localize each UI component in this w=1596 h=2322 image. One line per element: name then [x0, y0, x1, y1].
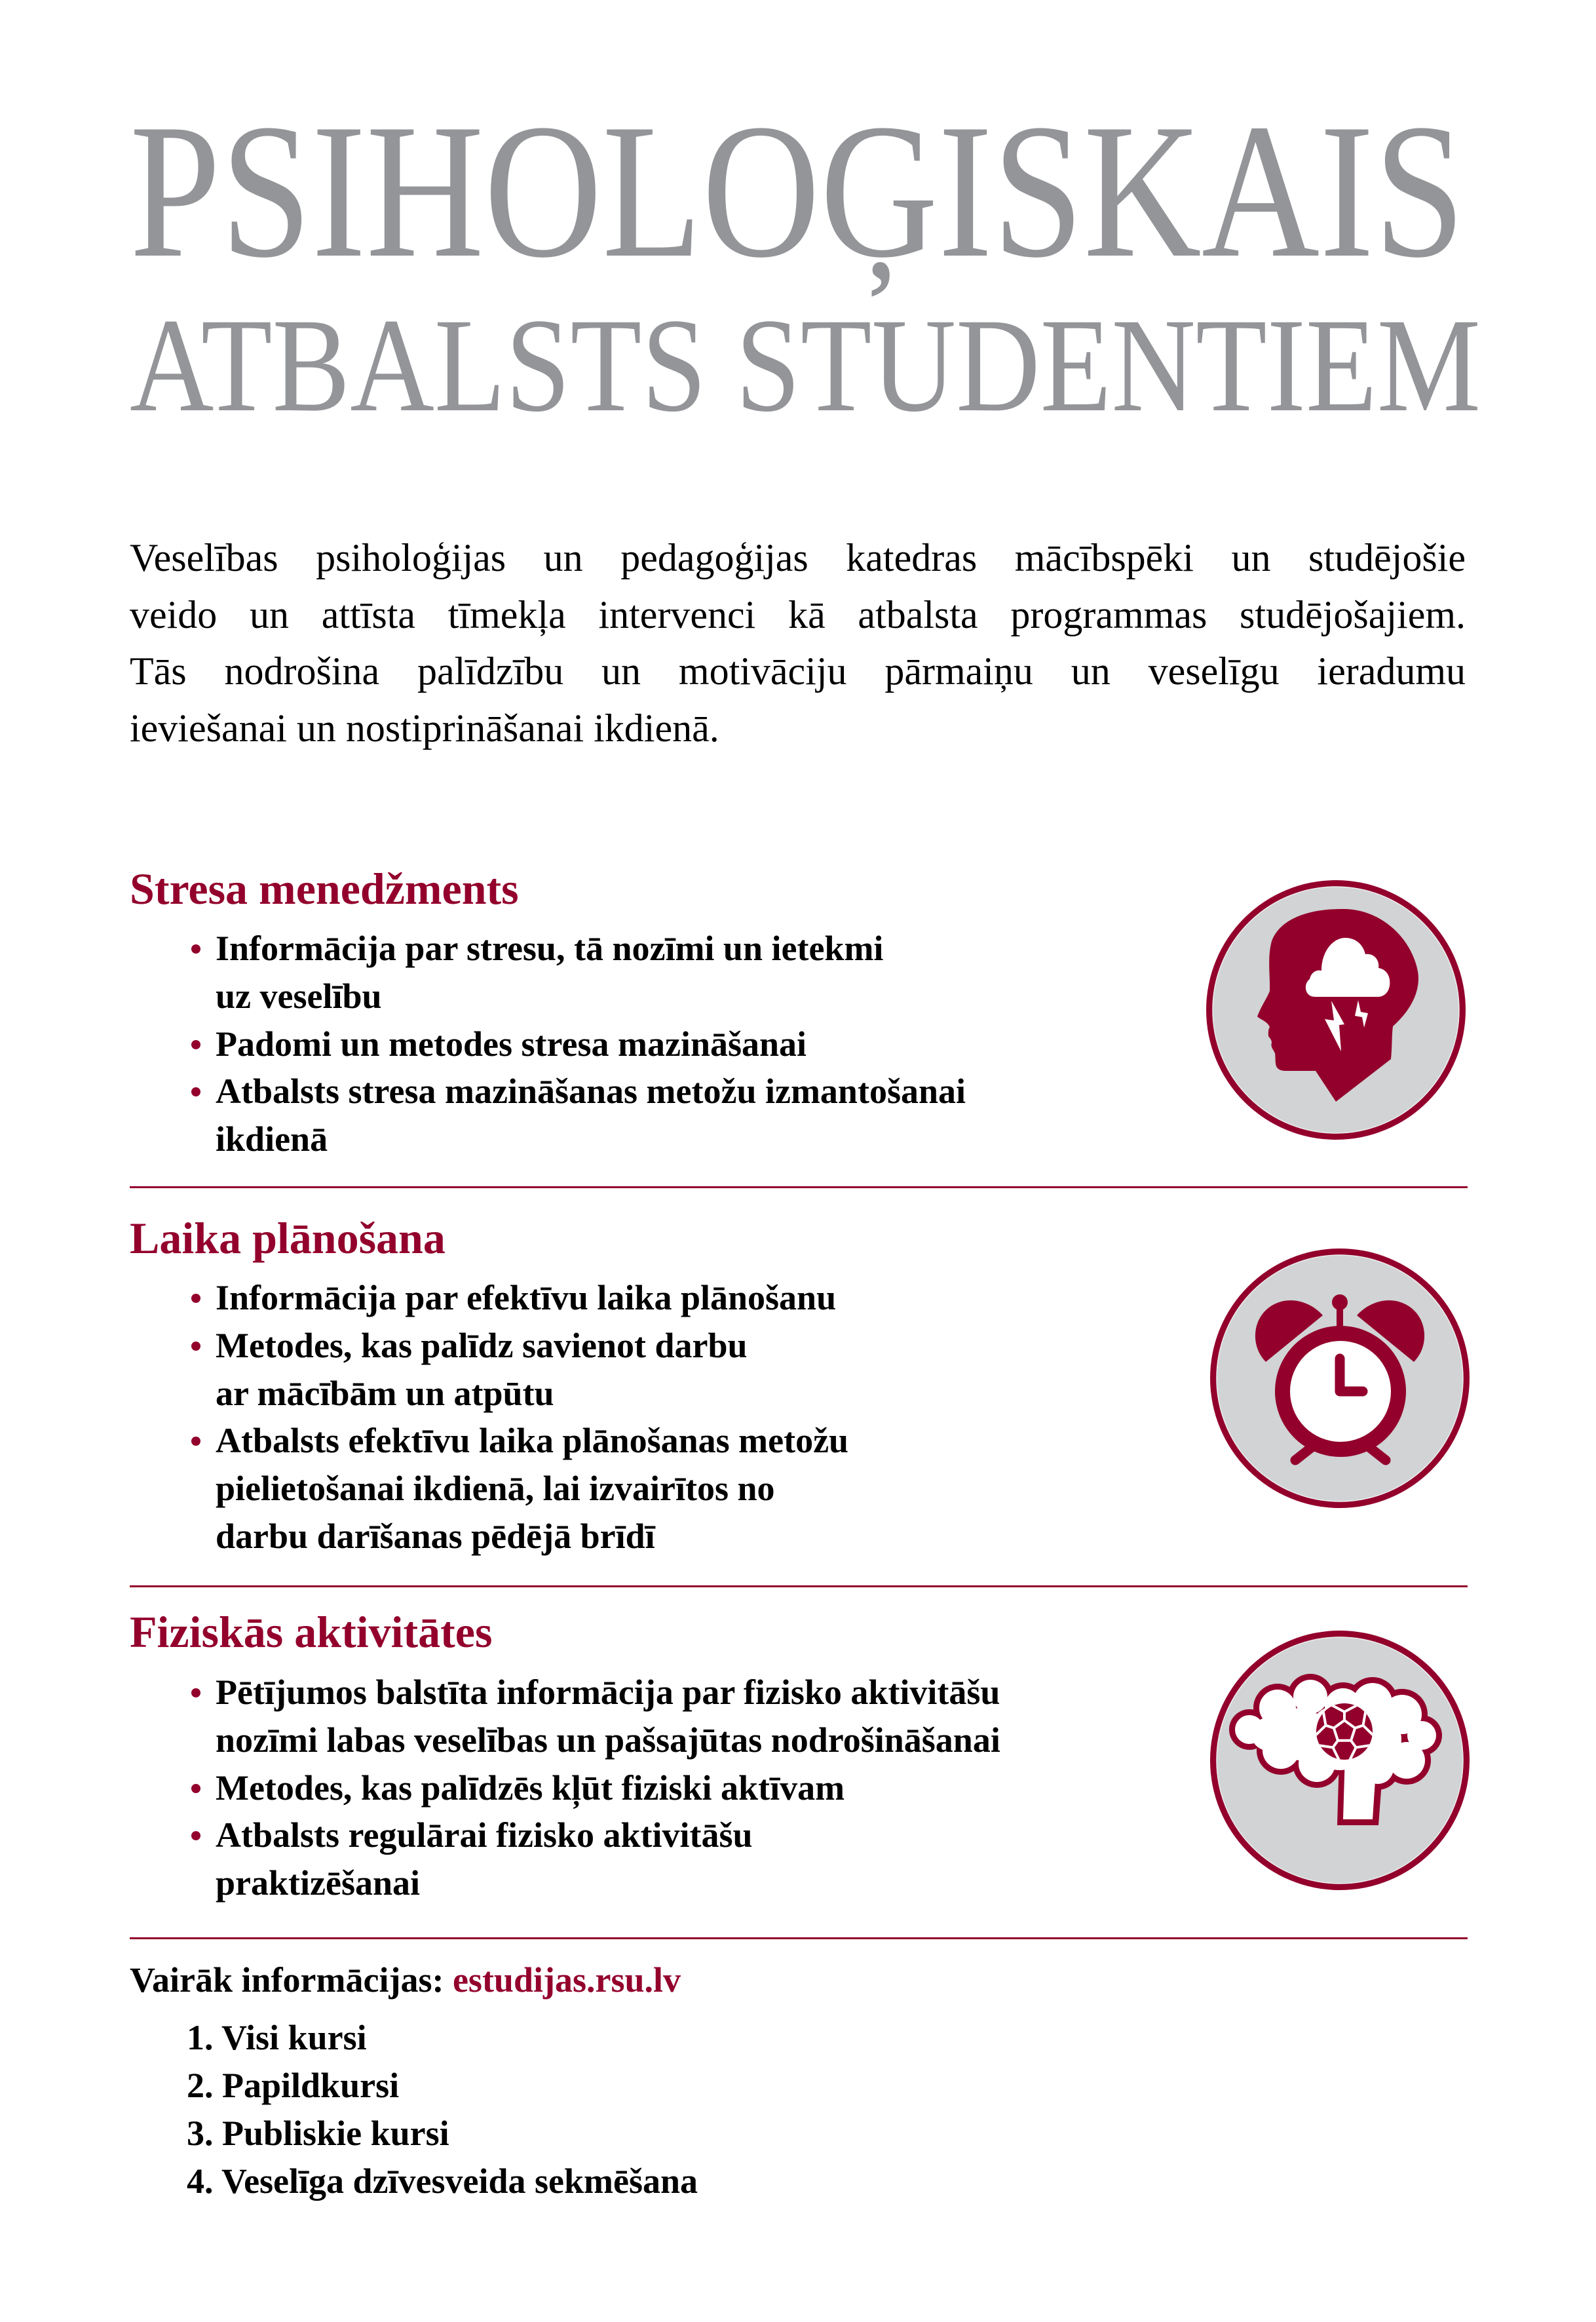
bullet-text: praktizēšanai	[216, 1863, 421, 1903]
list-label: Visi kursi	[221, 2018, 367, 2057]
bullet-icon	[191, 1688, 200, 1697]
intro-paragraph	[130, 530, 1466, 756]
section-divider	[130, 1585, 1468, 1587]
course-list-item	[187, 2110, 698, 2158]
section-divider	[130, 1937, 1468, 1939]
brain-ball-icon	[1209, 1629, 1471, 1891]
bullet-icon	[191, 1437, 200, 1446]
bullet-text: pielietošanai ikdienā, lai izvairītos no	[216, 1469, 775, 1509]
bullet-text: Atbalsts efektīvu laika plānošanas metožu	[216, 1421, 849, 1461]
page-title-line-2	[130, 291, 1481, 440]
list-label: Publiskie kursi	[222, 2114, 449, 2153]
bullet-item	[130, 1020, 966, 1068]
section-bullets-physical	[130, 1669, 1000, 1907]
bullet-text: uz veselību	[216, 976, 382, 1016]
clock-knob	[1332, 1294, 1348, 1310]
intro-line: Veselības psiholoģijas un pedagoģijas katedras mācībspēki un studējošie	[130, 536, 1466, 579]
section-bullets-time	[130, 1274, 848, 1560]
bullet-text: Informācija par stresu, tā nozīmi un ietekmi	[216, 929, 884, 968]
bullet-text: Metodes, kas palīdz savienot darbu	[216, 1325, 748, 1365]
bullet-item	[130, 1417, 848, 1560]
bullet-icon	[191, 944, 200, 954]
list-number: 3.	[187, 2114, 214, 2153]
bullet-text: ar mācībām un atpūtu	[216, 1373, 554, 1413]
intro-line: Tās nodrošina palīdzību un motivāciju pārmaiņu un veselīgu ieradumu	[130, 649, 1466, 693]
bullet-item	[130, 925, 966, 1020]
bullet-text: Atbalsts stresa mazināšanas metožu izmantošanai	[216, 1072, 966, 1112]
page-title-line-2-text: ATBALSTS STUDENTIEM	[130, 291, 1481, 440]
list-number: 4.	[187, 2161, 214, 2201]
list-label: Veselīga dzīvesveida sekmēšana	[221, 2161, 698, 2201]
page-title-line-1	[130, 84, 1465, 298]
list-label: Papildkursi	[222, 2066, 400, 2105]
intro-line: ieviešanai un nostiprināšanai ikdienā.	[130, 706, 719, 750]
section-divider	[130, 1186, 1468, 1188]
course-list-item	[187, 2062, 698, 2110]
bullet-icon	[191, 1831, 200, 1840]
course-list-item	[187, 2158, 698, 2205]
bullet-text: darbu darīšanas pēdējā brīdī	[216, 1516, 655, 1556]
bullet-item	[130, 1669, 1000, 1764]
bullet-icon	[191, 1294, 200, 1303]
more-info-label: Vairāk informācijas:	[130, 1960, 444, 2000]
bullet-icon	[191, 1342, 200, 1351]
bullet-text: nozīmi labas veselības un pašsajūtas nodrošināšanai	[216, 1720, 1000, 1760]
bullet-text: Atbalsts regulārai fizisko aktivitāšu	[216, 1815, 753, 1855]
intro-line: veido un attīsta tīmekļa intervenci kā atbalsta programmas studējošajiem.	[130, 592, 1466, 636]
list-number: 2.	[187, 2066, 214, 2105]
section-bullets-stress	[130, 925, 966, 1163]
bullet-text: ikdienā	[216, 1119, 328, 1159]
course-list-item	[187, 2014, 698, 2062]
bullet-text: Informācija par efektīvu laika plānošanu	[216, 1278, 837, 1317]
page-title-line-1-text: PSIHOLOĢISKAIS	[130, 84, 1465, 298]
bullet-item	[130, 1811, 1000, 1907]
bullet-text: Padomi un metodes stresa mazināšanai	[216, 1024, 807, 1064]
section-heading-time: Laika plānošana	[130, 1213, 446, 1263]
bullet-item	[130, 1764, 1000, 1812]
bullet-item	[130, 1068, 966, 1163]
bullet-item	[130, 1322, 848, 1418]
bullet-icon	[191, 1040, 200, 1049]
bullet-text: Pētījumos balstīta informācija par fizisko aktivitāšu	[216, 1673, 1000, 1712]
bullet-icon	[191, 1087, 200, 1096]
bullet-item	[130, 1274, 848, 1322]
list-number: 1.	[187, 2018, 214, 2057]
bullet-text: Metodes, kas palīdzēs kļūt fiziski aktīvam	[216, 1768, 845, 1808]
section-heading-physical: Fiziskās aktivitātes	[130, 1607, 493, 1657]
head-storm-icon	[1205, 879, 1467, 1141]
alarm-clock-icon	[1209, 1247, 1471, 1509]
more-info	[130, 1956, 681, 2004]
course-list	[187, 2014, 698, 2205]
bullet-icon	[191, 1784, 200, 1793]
more-info-link[interactable]: estudijas.rsu.lv	[452, 1960, 681, 2000]
section-heading-stress: Stresa menedžments	[130, 864, 519, 914]
